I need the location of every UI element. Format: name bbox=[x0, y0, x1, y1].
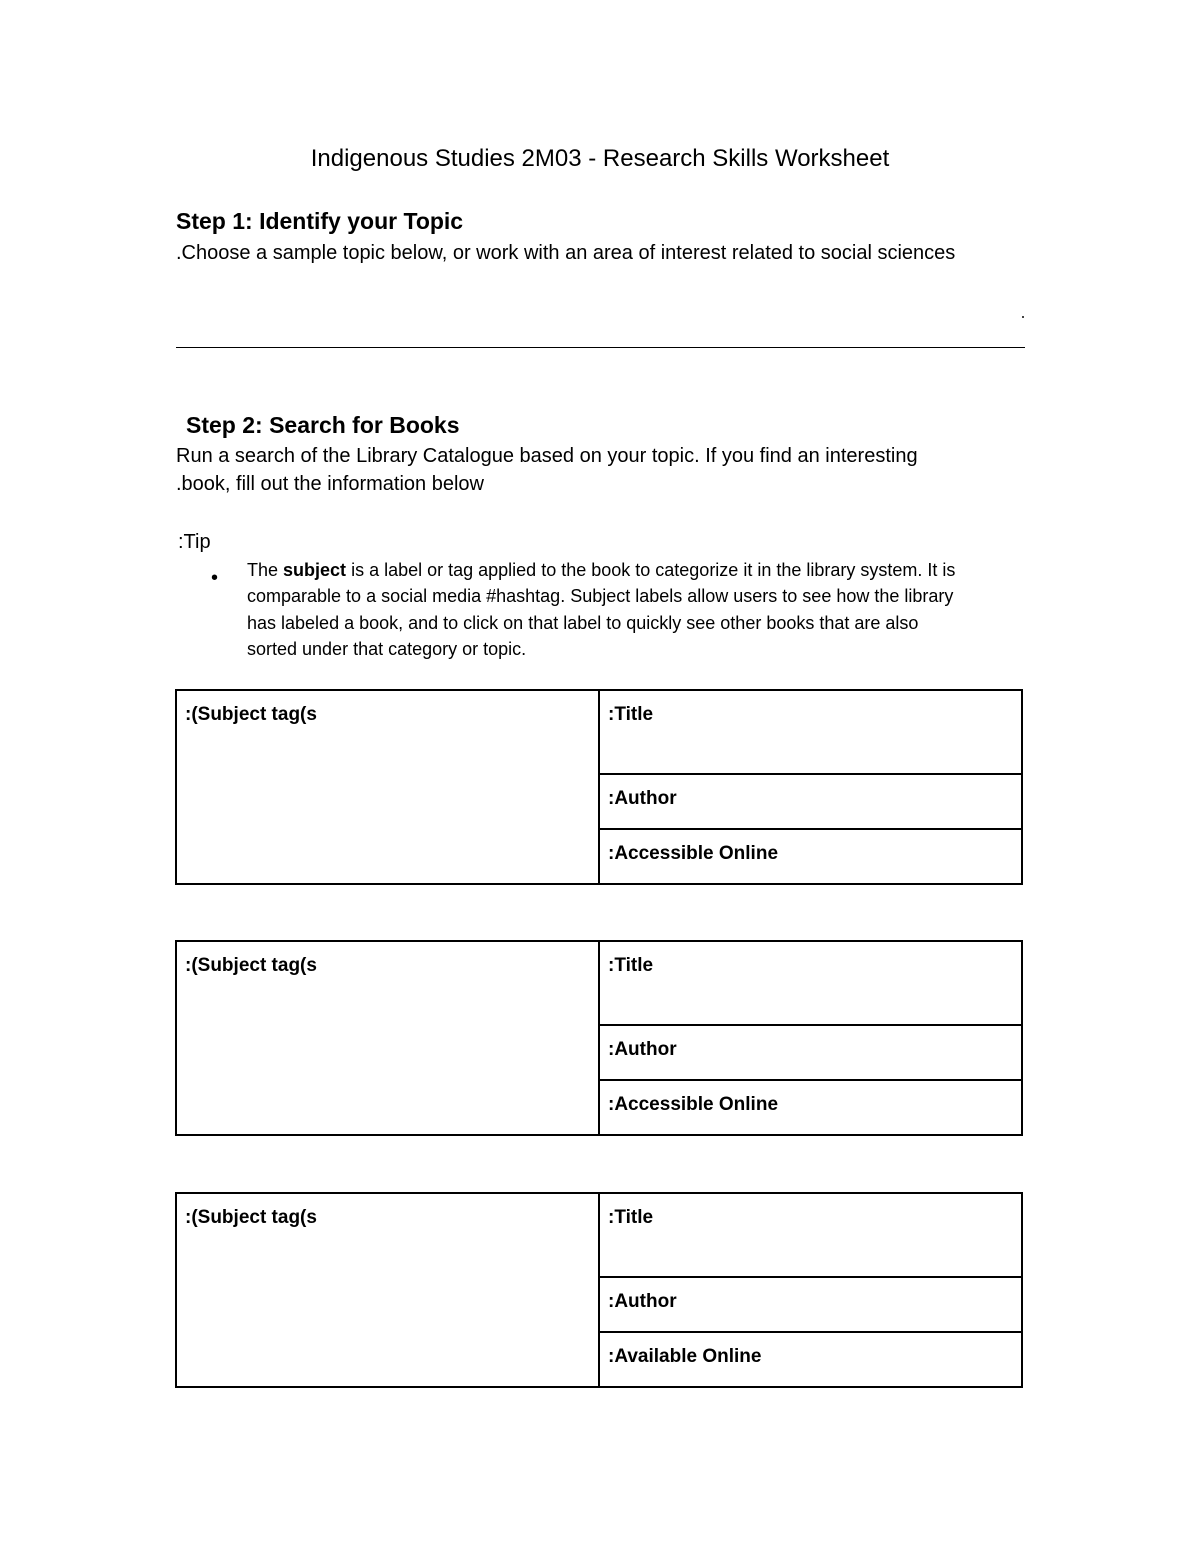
book-table-2 bbox=[175, 940, 1023, 1136]
tip-line2: comparable to a social media #hashtag. Subject labels allow users to see how the library bbox=[247, 586, 954, 607]
title-cell[interactable]: :Title bbox=[599, 1193, 1022, 1277]
tip-text bbox=[247, 557, 1037, 662]
tip-line1 bbox=[247, 557, 1037, 583]
subject-tags-cell[interactable]: :(Subject tag(s bbox=[176, 690, 599, 884]
title-cell[interactable]: :Title bbox=[599, 941, 1022, 1025]
book-table-3 bbox=[175, 1192, 1023, 1388]
tip-subject-bold: subject bbox=[283, 560, 347, 580]
tip-line4: sorted under that category or topic. bbox=[247, 638, 527, 659]
subject-tags-cell[interactable]: :(Subject tag(s bbox=[176, 1193, 599, 1387]
author-cell[interactable]: :Author bbox=[599, 1277, 1022, 1332]
book-table-1 bbox=[175, 689, 1023, 885]
tip-line1-after: is a label or tag applied to the book to categorize it in the library system. It is bbox=[346, 560, 956, 580]
step2-instruction-line1: Run a search of the Library Catalogue based on your topic. If you find an interesting bbox=[176, 445, 918, 467]
topic-answer-line[interactable] bbox=[176, 347, 1025, 348]
author-cell[interactable]: :Author bbox=[599, 1025, 1022, 1080]
online-cell[interactable]: :Available Online bbox=[599, 1332, 1022, 1387]
title-cell[interactable]: :Title bbox=[599, 690, 1022, 774]
author-cell[interactable]: :Author bbox=[599, 774, 1022, 829]
step2-instruction bbox=[176, 442, 1006, 498]
subject-tags-cell[interactable]: :(Subject tag(s bbox=[176, 941, 599, 1135]
stray-dot bbox=[1022, 316, 1024, 318]
online-cell[interactable]: :Accessible Online bbox=[599, 1080, 1022, 1135]
step2-instruction-line2: .book, fill out the information below bbox=[176, 473, 484, 495]
tip-line1-before: The bbox=[247, 560, 284, 580]
tip-label: :Tip bbox=[178, 531, 211, 553]
bullet-icon: • bbox=[211, 567, 219, 589]
page-title: Indigenous Studies 2M03 - Research Skills Worksheet bbox=[310, 145, 890, 172]
online-cell[interactable]: :Accessible Online bbox=[599, 829, 1022, 884]
step2-heading: Step 2: Search for Books bbox=[186, 412, 460, 438]
step1-heading: Step 1: Identify your Topic bbox=[176, 208, 464, 234]
tip-line3: has labeled a book, and to click on that label to quickly see other books that are also bbox=[247, 612, 919, 633]
step1-instruction: .Choose a sample topic below, or work with an area of interest related to social sciences bbox=[176, 242, 956, 264]
